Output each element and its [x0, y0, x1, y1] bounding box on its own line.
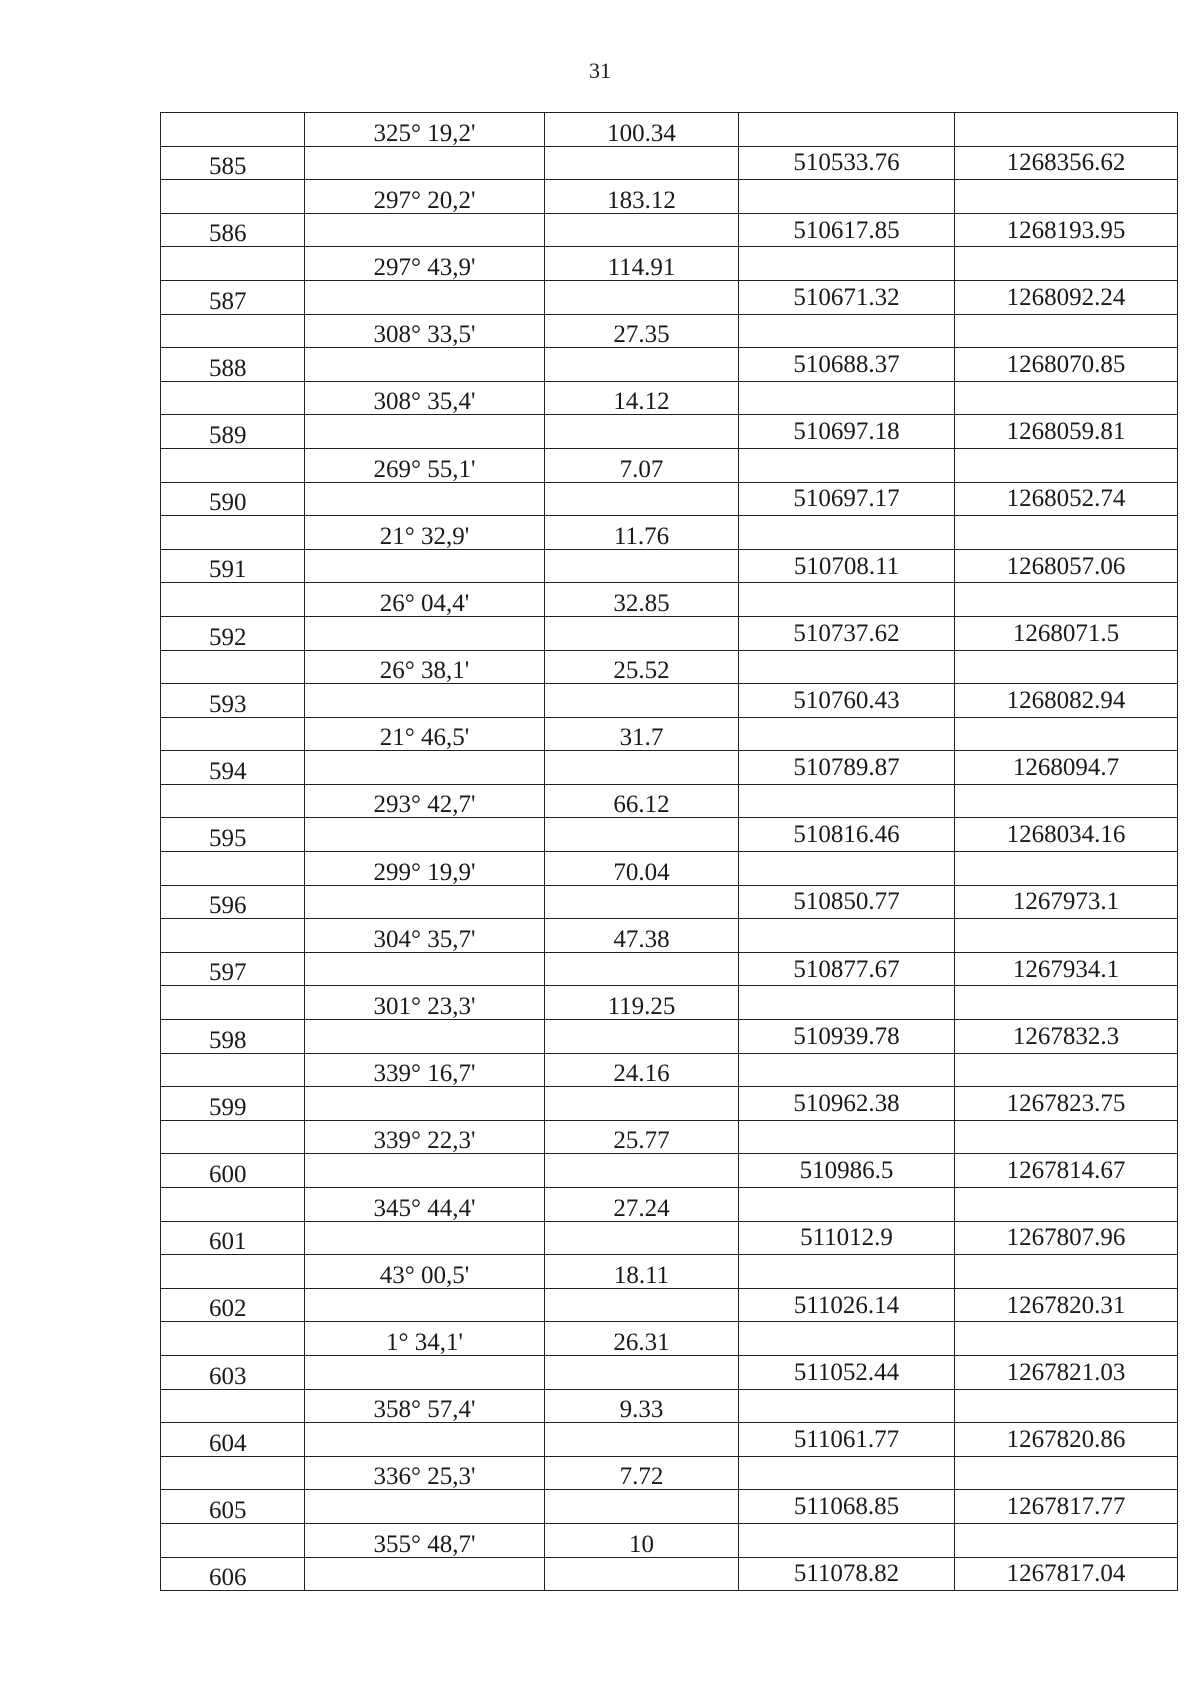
distance-cell — [545, 684, 739, 718]
distance-cell — [545, 1355, 739, 1389]
table-row-point — [161, 1087, 1178, 1121]
distance-cell — [545, 952, 739, 986]
y-coordinate-cell: 1268092.24 — [955, 280, 1178, 314]
distance-cell: 7.72 — [545, 1456, 739, 1490]
x-coordinate-cell: 510962.38 — [739, 1087, 955, 1121]
y-coordinate-cell: 1268082.94 — [955, 684, 1178, 718]
x-coordinate-cell: 511012.9 — [739, 1221, 955, 1255]
x-coordinate-cell: 510708.11 — [739, 549, 955, 583]
x-coordinate-cell — [739, 650, 955, 684]
table-row-segment — [161, 1053, 1178, 1087]
y-coordinate-cell — [955, 852, 1178, 886]
distance-cell: 11.76 — [545, 516, 739, 550]
x-coordinate-cell: 511026.14 — [739, 1288, 955, 1322]
y-coordinate-cell: 1268193.95 — [955, 213, 1178, 247]
point-cell — [161, 1389, 305, 1423]
distance-cell: 31.7 — [545, 717, 739, 751]
x-coordinate-cell: 510688.37 — [739, 348, 955, 382]
y-coordinate-cell — [955, 180, 1178, 214]
table-row-segment — [161, 247, 1178, 281]
table-row-segment — [161, 650, 1178, 684]
distance-cell — [545, 1490, 739, 1524]
table-row-segment — [161, 516, 1178, 550]
x-coordinate-cell — [739, 1322, 955, 1356]
y-coordinate-cell — [955, 516, 1178, 550]
x-coordinate-cell: 511078.82 — [739, 1557, 955, 1591]
x-coordinate-cell: 510986.5 — [739, 1154, 955, 1188]
table-row-point — [161, 1557, 1178, 1591]
table-row-segment — [161, 919, 1178, 953]
angle-cell — [305, 751, 545, 785]
angle-cell — [305, 885, 545, 919]
table-row-point — [161, 415, 1178, 449]
angle-cell: 1° 34,1' — [305, 1322, 545, 1356]
distance-cell: 14.12 — [545, 381, 739, 415]
x-coordinate-cell — [739, 784, 955, 818]
distance-cell: 26.31 — [545, 1322, 739, 1356]
distance-cell: 25.52 — [545, 650, 739, 684]
distance-cell: 7.07 — [545, 448, 739, 482]
y-coordinate-cell — [955, 1255, 1178, 1289]
distance-cell: 100.34 — [545, 113, 739, 147]
angle-cell: 304° 35,7' — [305, 919, 545, 953]
distance-cell — [545, 280, 739, 314]
x-coordinate-cell — [739, 919, 955, 953]
distance-cell: 9.33 — [545, 1389, 739, 1423]
y-coordinate-cell — [955, 1456, 1178, 1490]
table-row-point — [161, 1490, 1178, 1524]
angle-cell: 269° 55,1' — [305, 448, 545, 482]
table-row-segment — [161, 1120, 1178, 1154]
point-cell — [161, 784, 305, 818]
y-coordinate-cell — [955, 1188, 1178, 1222]
angle-cell: 299° 19,9' — [305, 852, 545, 886]
angle-cell — [305, 1087, 545, 1121]
point-cell: 593 — [161, 684, 305, 718]
angle-cell — [305, 1423, 545, 1457]
point-cell — [161, 1120, 305, 1154]
x-coordinate-cell: 510697.18 — [739, 415, 955, 449]
angle-cell: 297° 20,2' — [305, 180, 545, 214]
point-cell — [161, 180, 305, 214]
table-row-segment — [161, 1456, 1178, 1490]
x-coordinate-cell — [739, 1255, 955, 1289]
table-row-point — [161, 684, 1178, 718]
y-coordinate-cell — [955, 247, 1178, 281]
angle-cell — [305, 1490, 545, 1524]
angle-cell: 308° 35,4' — [305, 381, 545, 415]
x-coordinate-cell — [739, 583, 955, 617]
x-coordinate-cell — [739, 986, 955, 1020]
x-coordinate-cell: 510533.76 — [739, 146, 955, 180]
y-coordinate-cell — [955, 1389, 1178, 1423]
x-coordinate-cell: 510789.87 — [739, 751, 955, 785]
table-row-segment — [161, 314, 1178, 348]
x-coordinate-cell — [739, 113, 955, 147]
table-row-point — [161, 1288, 1178, 1322]
point-cell: 599 — [161, 1087, 305, 1121]
distance-cell: 24.16 — [545, 1053, 739, 1087]
x-coordinate-cell — [739, 717, 955, 751]
y-coordinate-cell — [955, 1120, 1178, 1154]
angle-cell — [305, 280, 545, 314]
table-row-segment — [161, 1322, 1178, 1356]
point-cell — [161, 113, 305, 147]
x-coordinate-cell — [739, 381, 955, 415]
table-row-point — [161, 1355, 1178, 1389]
x-coordinate-cell: 510617.85 — [739, 213, 955, 247]
table-row-segment — [161, 381, 1178, 415]
table-row-segment — [161, 1188, 1178, 1222]
table-row-segment — [161, 784, 1178, 818]
table-row-point — [161, 348, 1178, 382]
table-row-segment — [161, 113, 1178, 147]
distance-cell: 27.35 — [545, 314, 739, 348]
point-cell: 588 — [161, 348, 305, 382]
angle-cell: 339° 16,7' — [305, 1053, 545, 1087]
distance-cell — [545, 549, 739, 583]
y-coordinate-cell — [955, 717, 1178, 751]
distance-cell — [545, 1020, 739, 1054]
y-coordinate-cell: 1267934.1 — [955, 952, 1178, 986]
x-coordinate-cell: 511052.44 — [739, 1355, 955, 1389]
angle-cell: 358° 57,4' — [305, 1389, 545, 1423]
coordinates-table — [160, 112, 1178, 1591]
distance-cell — [545, 482, 739, 516]
y-coordinate-cell — [955, 381, 1178, 415]
angle-cell: 301° 23,3' — [305, 986, 545, 1020]
table-row-point — [161, 885, 1178, 919]
x-coordinate-cell: 510939.78 — [739, 1020, 955, 1054]
angle-cell — [305, 616, 545, 650]
point-cell: 596 — [161, 885, 305, 919]
angle-cell: 21° 32,9' — [305, 516, 545, 550]
point-cell: 605 — [161, 1490, 305, 1524]
distance-cell — [545, 1087, 739, 1121]
point-cell: 606 — [161, 1557, 305, 1591]
distance-cell — [545, 616, 739, 650]
point-cell — [161, 314, 305, 348]
angle-cell: 336° 25,3' — [305, 1456, 545, 1490]
distance-cell — [545, 415, 739, 449]
y-coordinate-cell: 1267820.86 — [955, 1423, 1178, 1457]
y-coordinate-cell: 1268094.7 — [955, 751, 1178, 785]
point-cell — [161, 1188, 305, 1222]
y-coordinate-cell — [955, 583, 1178, 617]
table-row-point — [161, 280, 1178, 314]
y-coordinate-cell — [955, 1523, 1178, 1557]
table-row-point — [161, 1020, 1178, 1054]
table-row-point — [161, 146, 1178, 180]
distance-cell: 119.25 — [545, 986, 739, 1020]
point-cell — [161, 381, 305, 415]
x-coordinate-cell: 510816.46 — [739, 818, 955, 852]
y-coordinate-cell: 1267821.03 — [955, 1355, 1178, 1389]
x-coordinate-cell — [739, 516, 955, 550]
point-cell — [161, 1053, 305, 1087]
angle-cell: 355° 48,7' — [305, 1523, 545, 1557]
y-coordinate-cell: 1267814.67 — [955, 1154, 1178, 1188]
angle-cell — [305, 146, 545, 180]
angle-cell — [305, 952, 545, 986]
angle-cell — [305, 1221, 545, 1255]
angle-cell — [305, 213, 545, 247]
point-cell — [161, 448, 305, 482]
point-cell: 587 — [161, 280, 305, 314]
distance-cell — [545, 213, 739, 247]
angle-cell — [305, 415, 545, 449]
x-coordinate-cell — [739, 852, 955, 886]
angle-cell: 21° 46,5' — [305, 717, 545, 751]
distance-cell: 114.91 — [545, 247, 739, 281]
y-coordinate-cell — [955, 1053, 1178, 1087]
point-cell — [161, 986, 305, 1020]
point-cell: 594 — [161, 751, 305, 785]
table-row-segment — [161, 583, 1178, 617]
angle-cell — [305, 482, 545, 516]
x-coordinate-cell — [739, 1389, 955, 1423]
point-cell — [161, 650, 305, 684]
y-coordinate-cell — [955, 919, 1178, 953]
point-cell: 600 — [161, 1154, 305, 1188]
y-coordinate-cell: 1268034.16 — [955, 818, 1178, 852]
y-coordinate-cell — [955, 314, 1178, 348]
y-coordinate-cell — [955, 113, 1178, 147]
x-coordinate-cell — [739, 1456, 955, 1490]
x-coordinate-cell — [739, 1120, 955, 1154]
distance-cell: 47.38 — [545, 919, 739, 953]
angle-cell — [305, 549, 545, 583]
table-row-segment — [161, 986, 1178, 1020]
point-cell — [161, 516, 305, 550]
distance-cell — [545, 1557, 739, 1591]
angle-cell — [305, 1154, 545, 1188]
distance-cell: 18.11 — [545, 1255, 739, 1289]
distance-cell: 183.12 — [545, 180, 739, 214]
x-coordinate-cell — [739, 1053, 955, 1087]
angle-cell: 339° 22,3' — [305, 1120, 545, 1154]
y-coordinate-cell — [955, 650, 1178, 684]
distance-cell — [545, 1221, 739, 1255]
x-coordinate-cell — [739, 180, 955, 214]
distance-cell — [545, 146, 739, 180]
y-coordinate-cell: 1268059.81 — [955, 415, 1178, 449]
x-coordinate-cell — [739, 314, 955, 348]
x-coordinate-cell: 510697.17 — [739, 482, 955, 516]
angle-cell: 26° 38,1' — [305, 650, 545, 684]
distance-cell — [545, 751, 739, 785]
point-cell — [161, 852, 305, 886]
point-cell: 597 — [161, 952, 305, 986]
page-number: 31 — [589, 58, 611, 83]
angle-cell — [305, 1355, 545, 1389]
table-row-point — [161, 1154, 1178, 1188]
y-coordinate-cell: 1267807.96 — [955, 1221, 1178, 1255]
point-cell — [161, 919, 305, 953]
distance-cell: 25.77 — [545, 1120, 739, 1154]
angle-cell: 26° 04,4' — [305, 583, 545, 617]
x-coordinate-cell: 510671.32 — [739, 280, 955, 314]
distance-cell — [545, 1154, 739, 1188]
y-coordinate-cell: 1268052.74 — [955, 482, 1178, 516]
point-cell — [161, 1523, 305, 1557]
distance-cell — [545, 885, 739, 919]
point-cell — [161, 717, 305, 751]
table-row-point — [161, 1221, 1178, 1255]
y-coordinate-cell: 1267832.3 — [955, 1020, 1178, 1054]
point-cell: 590 — [161, 482, 305, 516]
angle-cell: 43° 00,5' — [305, 1255, 545, 1289]
angle-cell: 308° 33,5' — [305, 314, 545, 348]
y-coordinate-cell: 1267817.04 — [955, 1557, 1178, 1591]
x-coordinate-cell: 510877.67 — [739, 952, 955, 986]
y-coordinate-cell — [955, 448, 1178, 482]
angle-cell: 297° 43,9' — [305, 247, 545, 281]
distance-cell: 10 — [545, 1523, 739, 1557]
point-cell: 604 — [161, 1423, 305, 1457]
table-row-segment — [161, 1255, 1178, 1289]
table-row-segment — [161, 852, 1178, 886]
point-cell: 589 — [161, 415, 305, 449]
x-coordinate-cell: 511061.77 — [739, 1423, 955, 1457]
y-coordinate-cell: 1268071.5 — [955, 616, 1178, 650]
table-row-point — [161, 549, 1178, 583]
point-cell: 603 — [161, 1355, 305, 1389]
x-coordinate-cell: 510850.77 — [739, 885, 955, 919]
angle-cell — [305, 1557, 545, 1591]
point-cell: 595 — [161, 818, 305, 852]
angle-cell — [305, 684, 545, 718]
distance-cell: 66.12 — [545, 784, 739, 818]
angle-cell: 325° 19,2' — [305, 113, 545, 147]
x-coordinate-cell: 511068.85 — [739, 1490, 955, 1524]
table-row-point — [161, 1423, 1178, 1457]
angle-cell — [305, 1020, 545, 1054]
point-cell: 592 — [161, 616, 305, 650]
table-row-segment — [161, 1389, 1178, 1423]
angle-cell — [305, 348, 545, 382]
table-row-segment — [161, 1523, 1178, 1557]
distance-cell: 27.24 — [545, 1188, 739, 1222]
angle-cell — [305, 818, 545, 852]
y-coordinate-cell: 1267973.1 — [955, 885, 1178, 919]
distance-cell — [545, 348, 739, 382]
distance-cell — [545, 1288, 739, 1322]
y-coordinate-cell: 1267817.77 — [955, 1490, 1178, 1524]
point-cell: 601 — [161, 1221, 305, 1255]
x-coordinate-cell — [739, 1188, 955, 1222]
point-cell — [161, 1255, 305, 1289]
table-row-point — [161, 818, 1178, 852]
point-cell: 591 — [161, 549, 305, 583]
point-cell — [161, 247, 305, 281]
y-coordinate-cell — [955, 986, 1178, 1020]
angle-cell: 345° 44,4' — [305, 1188, 545, 1222]
table-row-point — [161, 616, 1178, 650]
point-cell — [161, 583, 305, 617]
x-coordinate-cell — [739, 247, 955, 281]
table-row-point — [161, 213, 1178, 247]
table-row-segment — [161, 180, 1178, 214]
point-cell — [161, 1322, 305, 1356]
table-row-point — [161, 751, 1178, 785]
x-coordinate-cell: 510760.43 — [739, 684, 955, 718]
x-coordinate-cell: 510737.62 — [739, 616, 955, 650]
y-coordinate-cell: 1268057.06 — [955, 549, 1178, 583]
x-coordinate-cell — [739, 1523, 955, 1557]
point-cell: 602 — [161, 1288, 305, 1322]
y-coordinate-cell: 1267823.75 — [955, 1087, 1178, 1121]
distance-cell: 70.04 — [545, 852, 739, 886]
y-coordinate-cell: 1268356.62 — [955, 146, 1178, 180]
point-cell — [161, 1456, 305, 1490]
distance-cell — [545, 818, 739, 852]
point-cell: 585 — [161, 146, 305, 180]
angle-cell: 293° 42,7' — [305, 784, 545, 818]
y-coordinate-cell — [955, 784, 1178, 818]
table-row-segment — [161, 448, 1178, 482]
table-row-segment — [161, 717, 1178, 751]
table-row-point — [161, 482, 1178, 516]
table-row-point — [161, 952, 1178, 986]
distance-cell: 32.85 — [545, 583, 739, 617]
y-coordinate-cell — [955, 1322, 1178, 1356]
point-cell: 598 — [161, 1020, 305, 1054]
point-cell: 586 — [161, 213, 305, 247]
angle-cell — [305, 1288, 545, 1322]
y-coordinate-cell: 1267820.31 — [955, 1288, 1178, 1322]
y-coordinate-cell: 1268070.85 — [955, 348, 1178, 382]
x-coordinate-cell — [739, 448, 955, 482]
distance-cell — [545, 1423, 739, 1457]
